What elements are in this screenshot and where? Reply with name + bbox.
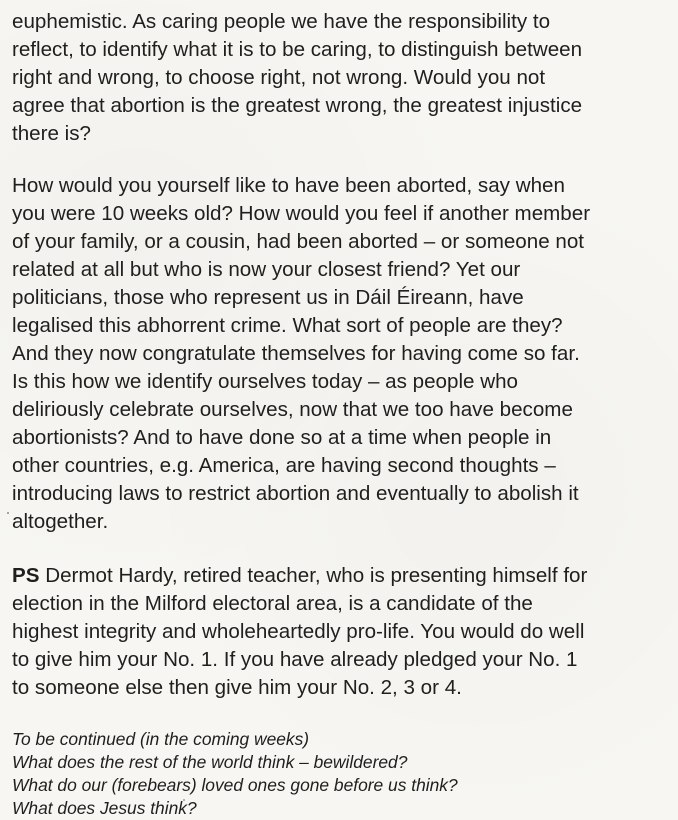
paper-speck <box>183 799 185 801</box>
closing-line-4: What does Jesus think? <box>12 798 197 818</box>
closing-questions <box>12 728 668 820</box>
paragraph-2: How would you yourself like to have been aborted, say when you were 10 weeks old? How would you feel if another member of your family, or a cousin, had been aborted – or someone not related at all but who is now your closest friend? Yet our politicians, those who represent us in Dáil Éireann, have legalised this abhorrent crime. What sort of people are they? And they now congratulate themselves for having come so far. Is this how we identify ourselves today – as people who deliriously celebrate ourselves, now that we too have become abortionists? And to have done so at a time when people in other countries, e.g. America, are having second thoughts – introducing laws to restrict abortion and eventually to abolish it altogether. <box>12 174 591 533</box>
paper-speck <box>7 512 9 514</box>
paragraph-1: euphemistic. As caring people we have the responsibility to reflect, to identify what it is to be caring, to distinguish between right and wrong, to choose right, not wrong. Would you not agree that abortion is the greatest wrong, the greatest injustice there is? <box>12 10 583 145</box>
ps-label: PS <box>12 564 40 587</box>
document-body <box>12 8 668 820</box>
postscript-paragraph <box>12 562 668 702</box>
closing-line-3: What do our (forebears) loved ones gone before us think? <box>12 775 458 795</box>
closing-line-1: To be continued (in the coming weeks) <box>12 729 310 749</box>
ps-text: Dermot Hardy, retired teacher, who is presenting himself for election in the Milford electoral area, is a candidate of the highest integrity and wholeheartedly pro-life. You would do well to give him your No. 1. If you have already pledged your No. 1 to someone else then give him your No. 2, 3 or 4. <box>12 564 588 699</box>
closing-line-2: What does the rest of the world think – bewildered? <box>12 752 408 772</box>
